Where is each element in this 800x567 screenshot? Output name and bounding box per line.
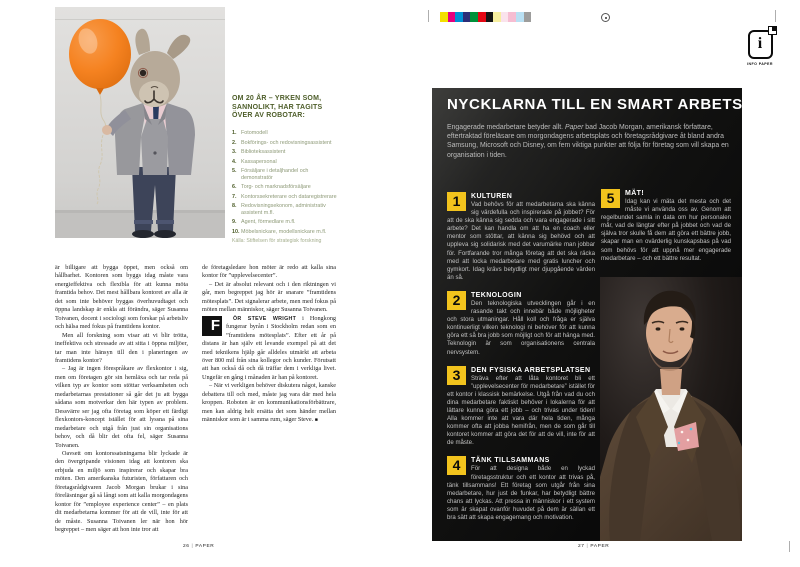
point-text: Den teknologiska utvecklingen går i en rasande takt och innebär både möjligheter och stora utmaningar. Håll koll och fråga er själva kontinuerligt vilken teknologi ni behöver för att kunna göra ett så bra jobb som möjligt och för att hänga med. Teknologin är som organisationens centrala nervsystem. xyxy=(447,299,595,356)
point-number-badge: 2 xyxy=(447,291,466,310)
list-item-text: Redovisningsekonom, administrativ assistent m.fl. xyxy=(241,203,326,216)
info-icon-label: INFO PAPER xyxy=(747,62,773,66)
article-title: NYCKLARNA TILL EN SMART ARBETSPLATS xyxy=(447,96,794,113)
list-item-number: 9. xyxy=(232,219,237,226)
list-item-number: 3. xyxy=(232,149,237,156)
list-item-text: Fotomodell xyxy=(241,130,268,137)
body-column-2 xyxy=(202,264,336,426)
list-item xyxy=(232,149,339,155)
page-footer-left xyxy=(183,544,214,549)
list-item xyxy=(232,168,339,180)
list-item-text: Torg- och marknadsförsäljare xyxy=(241,184,311,191)
info-icon-corner-square xyxy=(768,26,777,35)
body-paragraph: – Det är absolut relevant och i den riktningen vi går, men begreppet jag hör är snarare ”framtidens mötesplats”. Det signalerar arbete, men med fokus på möten mellan människor, säger Susanna Toivanen. xyxy=(202,280,336,314)
lead-in-smallcaps: ÖR STEVE WRIGHT xyxy=(233,315,297,322)
point-number-badge: 4 xyxy=(447,456,466,475)
point-heading: MÄT! xyxy=(625,190,645,197)
color-swatch xyxy=(448,12,456,22)
body-paragraph: de företagsledare hon möter är redo att kalla sina kontor för ”upplevelsecenter”. xyxy=(202,264,336,280)
page-footer-right xyxy=(578,544,609,549)
list-item-text: Möbelsnickare, modellsnickare m.fl. xyxy=(241,228,327,235)
body-paragraph: Oavsett om kontorssatsningarna blir lyckade är den övergripande visionen idag att kontoren ska erbjuda en miljö som inspirerar och skapar bra möten. Den amerikanska futuristen, författaren och företagsrådgivaren Jacob Morgan brukar i sina föreläsningar gå så långt som att kalla morgondagens kontor för ”employee experience center” – en plats dit medarbetarna kommer för att de vill, inte för att de måste. Susanna Toivanen ler när hon hör begreppet – men säger att hon inte tror att xyxy=(55,449,188,534)
body-paragraph: är billigare att bygga öppet, men också om hållbarhet. Kontoren som byggs idag måste vara energieffektiva och flexibla för att kunna möta framtida behov. Det mest hållbara kontoret av alla är det som inte behöver byggas överhuvudtaget och öppna landskap är enkla att förändra, säger Susanna Toivanen, docent i sociologi som forskar på arbetsliv och hälsa med fokus på framtidens kontor. xyxy=(55,264,188,331)
magazine-name: PAPER xyxy=(195,544,215,549)
list-item xyxy=(232,194,339,200)
list-item-text: Kassapersonal xyxy=(241,158,277,165)
color-swatch xyxy=(486,12,494,22)
color-swatch xyxy=(516,12,524,22)
color-swatch xyxy=(508,12,516,22)
info-icon-frame xyxy=(748,30,773,59)
list-item-text: Bokförings- och redovisningsassistent xyxy=(241,139,332,146)
point-heading: DEN FYSISKA ARBETSPLATSEN xyxy=(471,366,591,374)
list-item xyxy=(232,219,339,225)
list-item-number: 5. xyxy=(232,168,237,175)
body-column-1 xyxy=(55,264,188,535)
point-text: Idag kan vi mäta det mesta och det måste vi använda oss av. Genom att regelbundet samla in data om hur personalen mår, vad de längtar efter på jobbet och vad de själva tror skulle få dem att göra ett bättre jobb, skapar man en ovärderlig kunskapsbas på vad som behövs för att uppnå mer engagerade medarbetare – och ett bättre resultat. xyxy=(601,198,731,262)
list-item xyxy=(232,159,339,165)
end-mark-icon: ■ xyxy=(314,418,318,424)
point-text: För att designa både en lyckad företagsstruktur och ett kontor att trivas på, tänk tillsammans! Ett företag som utgår från sina medarbetare, hur just de funkar, har betydligt bättre chans att lyckas. Att pressa in människor i ett system som är skapat ovanför huvudet på dem är sällan ett bra sätt att skapa engagemang och motivation. xyxy=(447,465,595,521)
numbered-point xyxy=(447,191,595,282)
crop-mark xyxy=(789,541,790,552)
paragraph-text: – När vi verkligen behöver diskutera något, kanske debattera till och med, måste jag vara där med hela kroppen. Roboten är en kommunikationsförbättrare, men kan aldrig helt ersätta det som händer mellan människor som är i samma rum, säger Steve. xyxy=(202,382,336,424)
list-item xyxy=(232,184,339,190)
list-item xyxy=(232,140,339,146)
color-swatch xyxy=(463,12,471,22)
point-heading: TÄNK TILLSAMMANS xyxy=(471,457,550,465)
robot-list-heading: OM 20 ÅR – YRKEN SOM, SANNOLIKT, HAR TAGITS ÖVER AV ROBOTAR: xyxy=(232,95,323,120)
body-paragraph: – Jag är ingen förespråkare av flexkontor i sig, men om företagen gör sin hemläxa och tar reda på vilken typ av kontor som stöttar verksamheten och medarbetarnas prestationer så går det ju att bygga sådana som motverkar den här typen av problem. Dessvärre ser jag ofta företag som köper ett färdigt flexkontors-koncept istället för att lyssna på sina medarbetare och utgå från just sin organisations behov, och då blir det ofta fel, säger Susanna Toivanen. xyxy=(55,365,188,449)
point-heading: KULTUREN xyxy=(471,193,513,200)
paragraph-text: i Hongkong fungerar byrån i Stockholm redan som en ”framtidens mötesplats”. Efter ett år på distans är han själv ett levande exempel på att det med teknikens hjälp går alldeles utmärkt att arbeta över 800 mil från sina kollegor och kunder. Förutsatt att han också då och då träffar dem i verkliga livet. Ungefär en gång i månaden är han på kontoret. xyxy=(202,314,337,381)
points-column-right xyxy=(601,188,731,271)
list-item-number: 4. xyxy=(232,158,237,165)
points-column-left xyxy=(447,191,595,530)
color-swatch xyxy=(524,12,532,22)
list-item-number: 1. xyxy=(232,130,237,137)
rabbit-balloon-illustration xyxy=(55,7,225,238)
folio-divider: | xyxy=(586,544,589,549)
body-paragraph xyxy=(202,382,336,425)
point-number-badge: 3 xyxy=(447,366,466,385)
info-paper-icon xyxy=(745,30,775,66)
intro-text: Engagerade medarbetare betyder allt. xyxy=(447,124,565,131)
body-paragraph: Men all forskning som visar att vi blir trötta, ineffektiva och stressade av att sitta i öppna miljöer, tar man inte hänsyn till den i planeringen av framtidens kontor? xyxy=(55,331,188,364)
color-swatch xyxy=(478,12,486,22)
list-item-text: Biblioteksassistent xyxy=(241,149,286,156)
list-item-number: 7. xyxy=(232,193,237,200)
page-number: 26 xyxy=(183,544,190,549)
color-swatch xyxy=(493,12,501,22)
numbered-point xyxy=(447,455,595,522)
list-item xyxy=(232,203,339,215)
color-swatch xyxy=(455,12,463,22)
crop-mark xyxy=(428,10,429,22)
numbered-point xyxy=(447,290,595,357)
intro-text: bad Jacob Morgan, amerikansk författare, eftertraktad föreläsare om morgondagens arbetsplats och företagsrådgivare åt bland andra Samsung, Microsoft och Disney, om fem viktiga punkter att följa för företag som vill skapa en organisation i tiden. xyxy=(447,124,729,159)
portrait-illustration xyxy=(600,277,742,541)
registration-mark-icon xyxy=(601,13,610,22)
list-item-text: Kontorssekreterare och dataregistrerare xyxy=(241,193,337,200)
list-source-note: Källa: Stiftelsen för strategisk forskning xyxy=(232,238,322,245)
info-icon-letter: i xyxy=(757,35,763,52)
list-item-text: Agent, förmedlare m.fl. xyxy=(241,219,296,226)
color-calibration-bar xyxy=(440,12,531,22)
color-swatch xyxy=(470,12,478,22)
page-number: 27 xyxy=(578,544,585,549)
point-heading: TEKNOLOGIN xyxy=(471,291,522,299)
list-item-number: 6. xyxy=(232,184,237,191)
crop-mark xyxy=(775,10,776,22)
numbered-point xyxy=(601,188,731,263)
folio-divider: | xyxy=(191,544,194,549)
list-item-number: 2. xyxy=(232,139,237,146)
point-text: Vad behövs för att medarbetarna ska känna sig värdefulla och inspirerade på jobbet? För att de ska känna sig sedda och vara engagerade i sitt arbete? Det kan handla om att ha en coach eller mentor som stöttar, att känna sig behövd och att uppleva sig solidarisk med det varumärke man jobbar för. Fortfarande tror många företag att det ska räcka med att locka medarbetare med gratis luncher och gymkort. Idag krävs betydligt mer djupgående värden än så. xyxy=(447,201,595,281)
jacob-morgan-portrait xyxy=(600,277,742,541)
magazine-name-italic: Paper xyxy=(564,124,584,131)
magazine-name: PAPER xyxy=(590,544,610,549)
article-intro xyxy=(447,123,743,160)
color-swatch xyxy=(440,12,448,22)
drop-cap: F xyxy=(202,316,222,336)
list-item-text: Försäljare i detaljhandel och demonstratör xyxy=(241,168,309,181)
list-item xyxy=(232,130,339,136)
point-number-badge: 5 xyxy=(601,189,620,208)
list-item xyxy=(232,229,339,235)
list-item-number: 8. xyxy=(232,203,237,210)
point-number-badge: 1 xyxy=(447,192,466,211)
body-paragraph-dropcap xyxy=(202,315,336,383)
list-item-number: 10. xyxy=(232,228,240,235)
feature-article-box xyxy=(432,88,794,541)
numbered-point xyxy=(447,365,595,448)
point-text: Sträva efter att låta kontoret bli ett ”upplevelsecenter för medarbetare” istället för ett kontor i klassisk bemärkelse. Utgå från vad du och dina medarbetare faktiskt behöver i lokalerna för att lättare kunna göra ett jobb – och trivas under tiden! Alla kommer inte att vara där hela tiden, många kommer ofta att jobba hemifrån, men de som går till kontoret kommer att göra det för att de vill, inte för att de måste. xyxy=(447,374,595,447)
color-swatch xyxy=(501,12,509,22)
rabbit-balloon-photo xyxy=(55,7,225,238)
robot-jobs-list xyxy=(232,95,339,244)
